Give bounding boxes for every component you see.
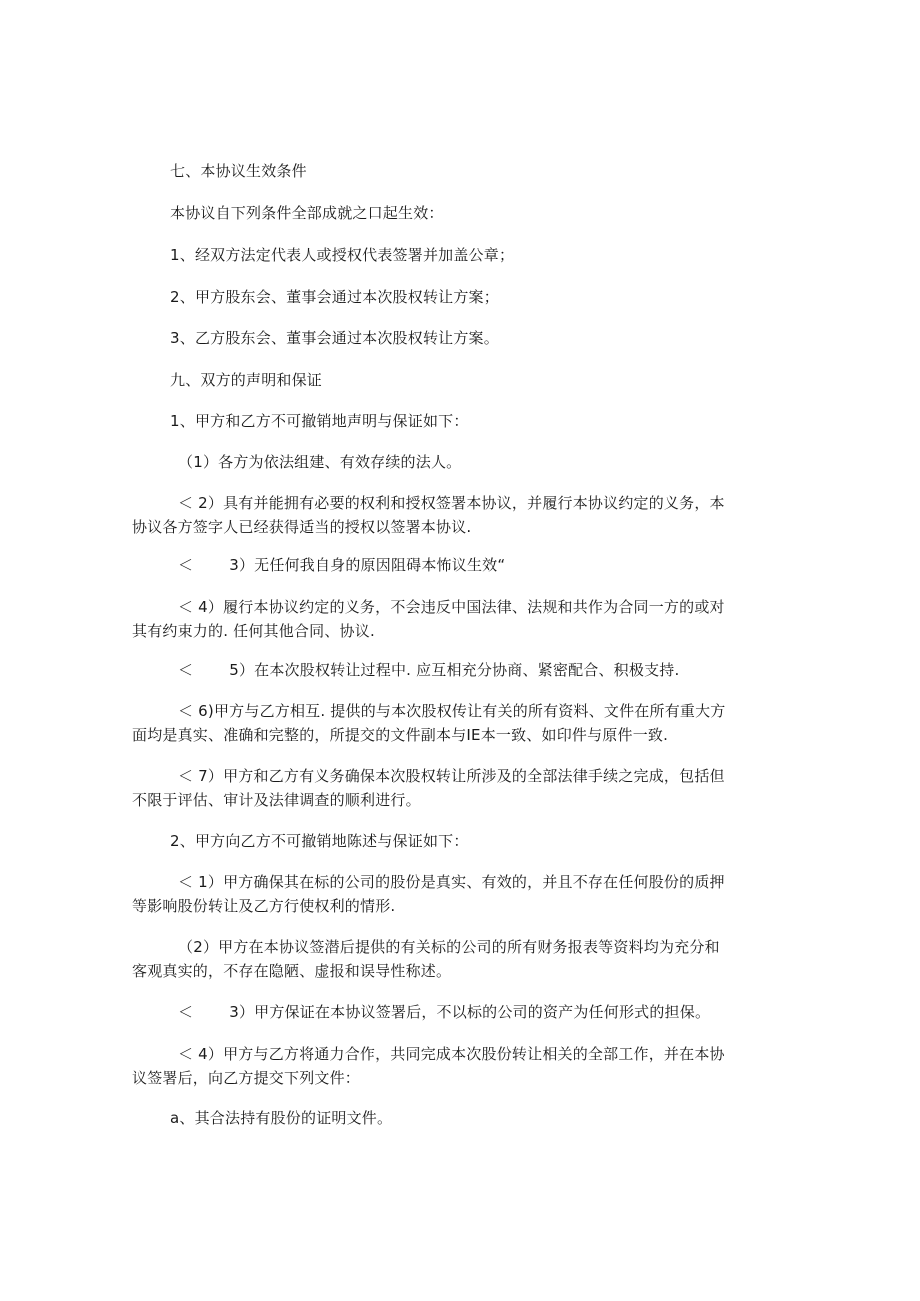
- clause-1-item-2-line-1: ＜ 2）具有并能拥有必要的权利和授权签署本协议，并履行本协议约定的义务，本: [178, 494, 725, 512]
- clause-1-item-1: （1）各方为依法组建、有效存续的法人。: [178, 453, 462, 471]
- clause-1-item-6-line-1: ＜ 6)甲方与乙方相互. 提供的与本次股权传让有关的所有资料、文件在所有重大方: [178, 702, 726, 720]
- clause-1-item-3: [178, 550, 505, 580]
- clause-1-item-2-line-2: 协议各方签字人已经获得适当的授权以签署本协议.: [132, 518, 472, 536]
- clause-2-heading: 2、甲方向乙方不可撤销地陈述与保证如下：: [170, 832, 469, 850]
- clause-1-item-3-marker: ＜: [178, 556, 194, 574]
- clause-2-item-4-line-2: 议签署后，向乙方提交下列文件：: [132, 1069, 361, 1087]
- clause-2-item-3-marker: ＜: [178, 1003, 194, 1021]
- clause-2-item-a: a、其合法持有股份的证明文件。: [170, 1109, 393, 1127]
- clause-2-item-2-line-2: 客观真实的，不存在隐陋、虚报和误导性称述。: [132, 962, 452, 980]
- clause-1-item-4-line-1: ＜ 4）履行本协议约定的义务，不会违反中国法律、法规和共作为合同一方的或对: [178, 598, 725, 616]
- clause-1-heading: 1、甲方和乙方不可撤销地声明与保证如下：: [170, 412, 469, 430]
- clause-1-item-5-text: 5）在本次股权转让过程中. 应互相充分协商、紧密配合、积极支持.: [229, 661, 680, 679]
- condition-1: 1、经双方法定代表人或授权代表签署并加盖公章；: [170, 246, 515, 264]
- section-7-intro: 本协议自下列条件全部成就之口起生效：: [170, 204, 444, 222]
- condition-2: 2、甲方股东会、董事会通过本次股权转让方案；: [170, 288, 499, 306]
- clause-2-item-2-line-1: （2）甲方在本协议签潜后提供的有关标的公司的所有财务报表等资料均为充分和: [178, 938, 720, 956]
- clause-1-item-7-line-1: ＜ 7）甲方和乙方有义务确保本次股权转让所涉及的全部法律手续之完成，包括但: [178, 767, 725, 785]
- clause-1-item-5: [178, 655, 679, 685]
- clause-2-item-3: [178, 997, 710, 1027]
- condition-3: 3、乙方股东会、董事会通过本次股权转让方案。: [170, 329, 499, 347]
- clause-1-item-6-line-2: 面均是真实、准确和完整的，所提交的文件副本与IE本一致、如印件与原件一致.: [132, 726, 669, 744]
- clause-2-item-4-line-1: ＜ 4）甲方与乙方将通力合作，共同完成本次股份转让相关的全部工作，并在本协: [178, 1045, 725, 1063]
- section-9-heading: 九、双方的声明和保证: [170, 371, 323, 389]
- clause-2-item-1-line-2: 等影响股份转让及乙方行使权利的情形.: [132, 897, 396, 915]
- section-7-heading: 七、本协议生效条件: [170, 162, 307, 180]
- clause-1-item-3-text: 3）无任何我自身的原因阻碍本怖议生效“: [229, 556, 506, 574]
- clause-1-item-5-marker: ＜: [178, 661, 194, 679]
- clause-2-item-1-line-1: ＜ 1）甲方确保其在标的公司的股份是真实、有效的，并且不存在任何股份的质押: [178, 873, 725, 891]
- clause-2-item-3-text: 3）甲方保证在本协议签署后，不以标的公司的资产为任何形式的担保。: [229, 1003, 711, 1021]
- clause-1-item-4-line-2: 其有约束力的. 任何其他合同、协议.: [132, 622, 375, 640]
- clause-1-item-7-line-2: 不限于评估、审计及法律调查的顺利进行。: [132, 791, 421, 809]
